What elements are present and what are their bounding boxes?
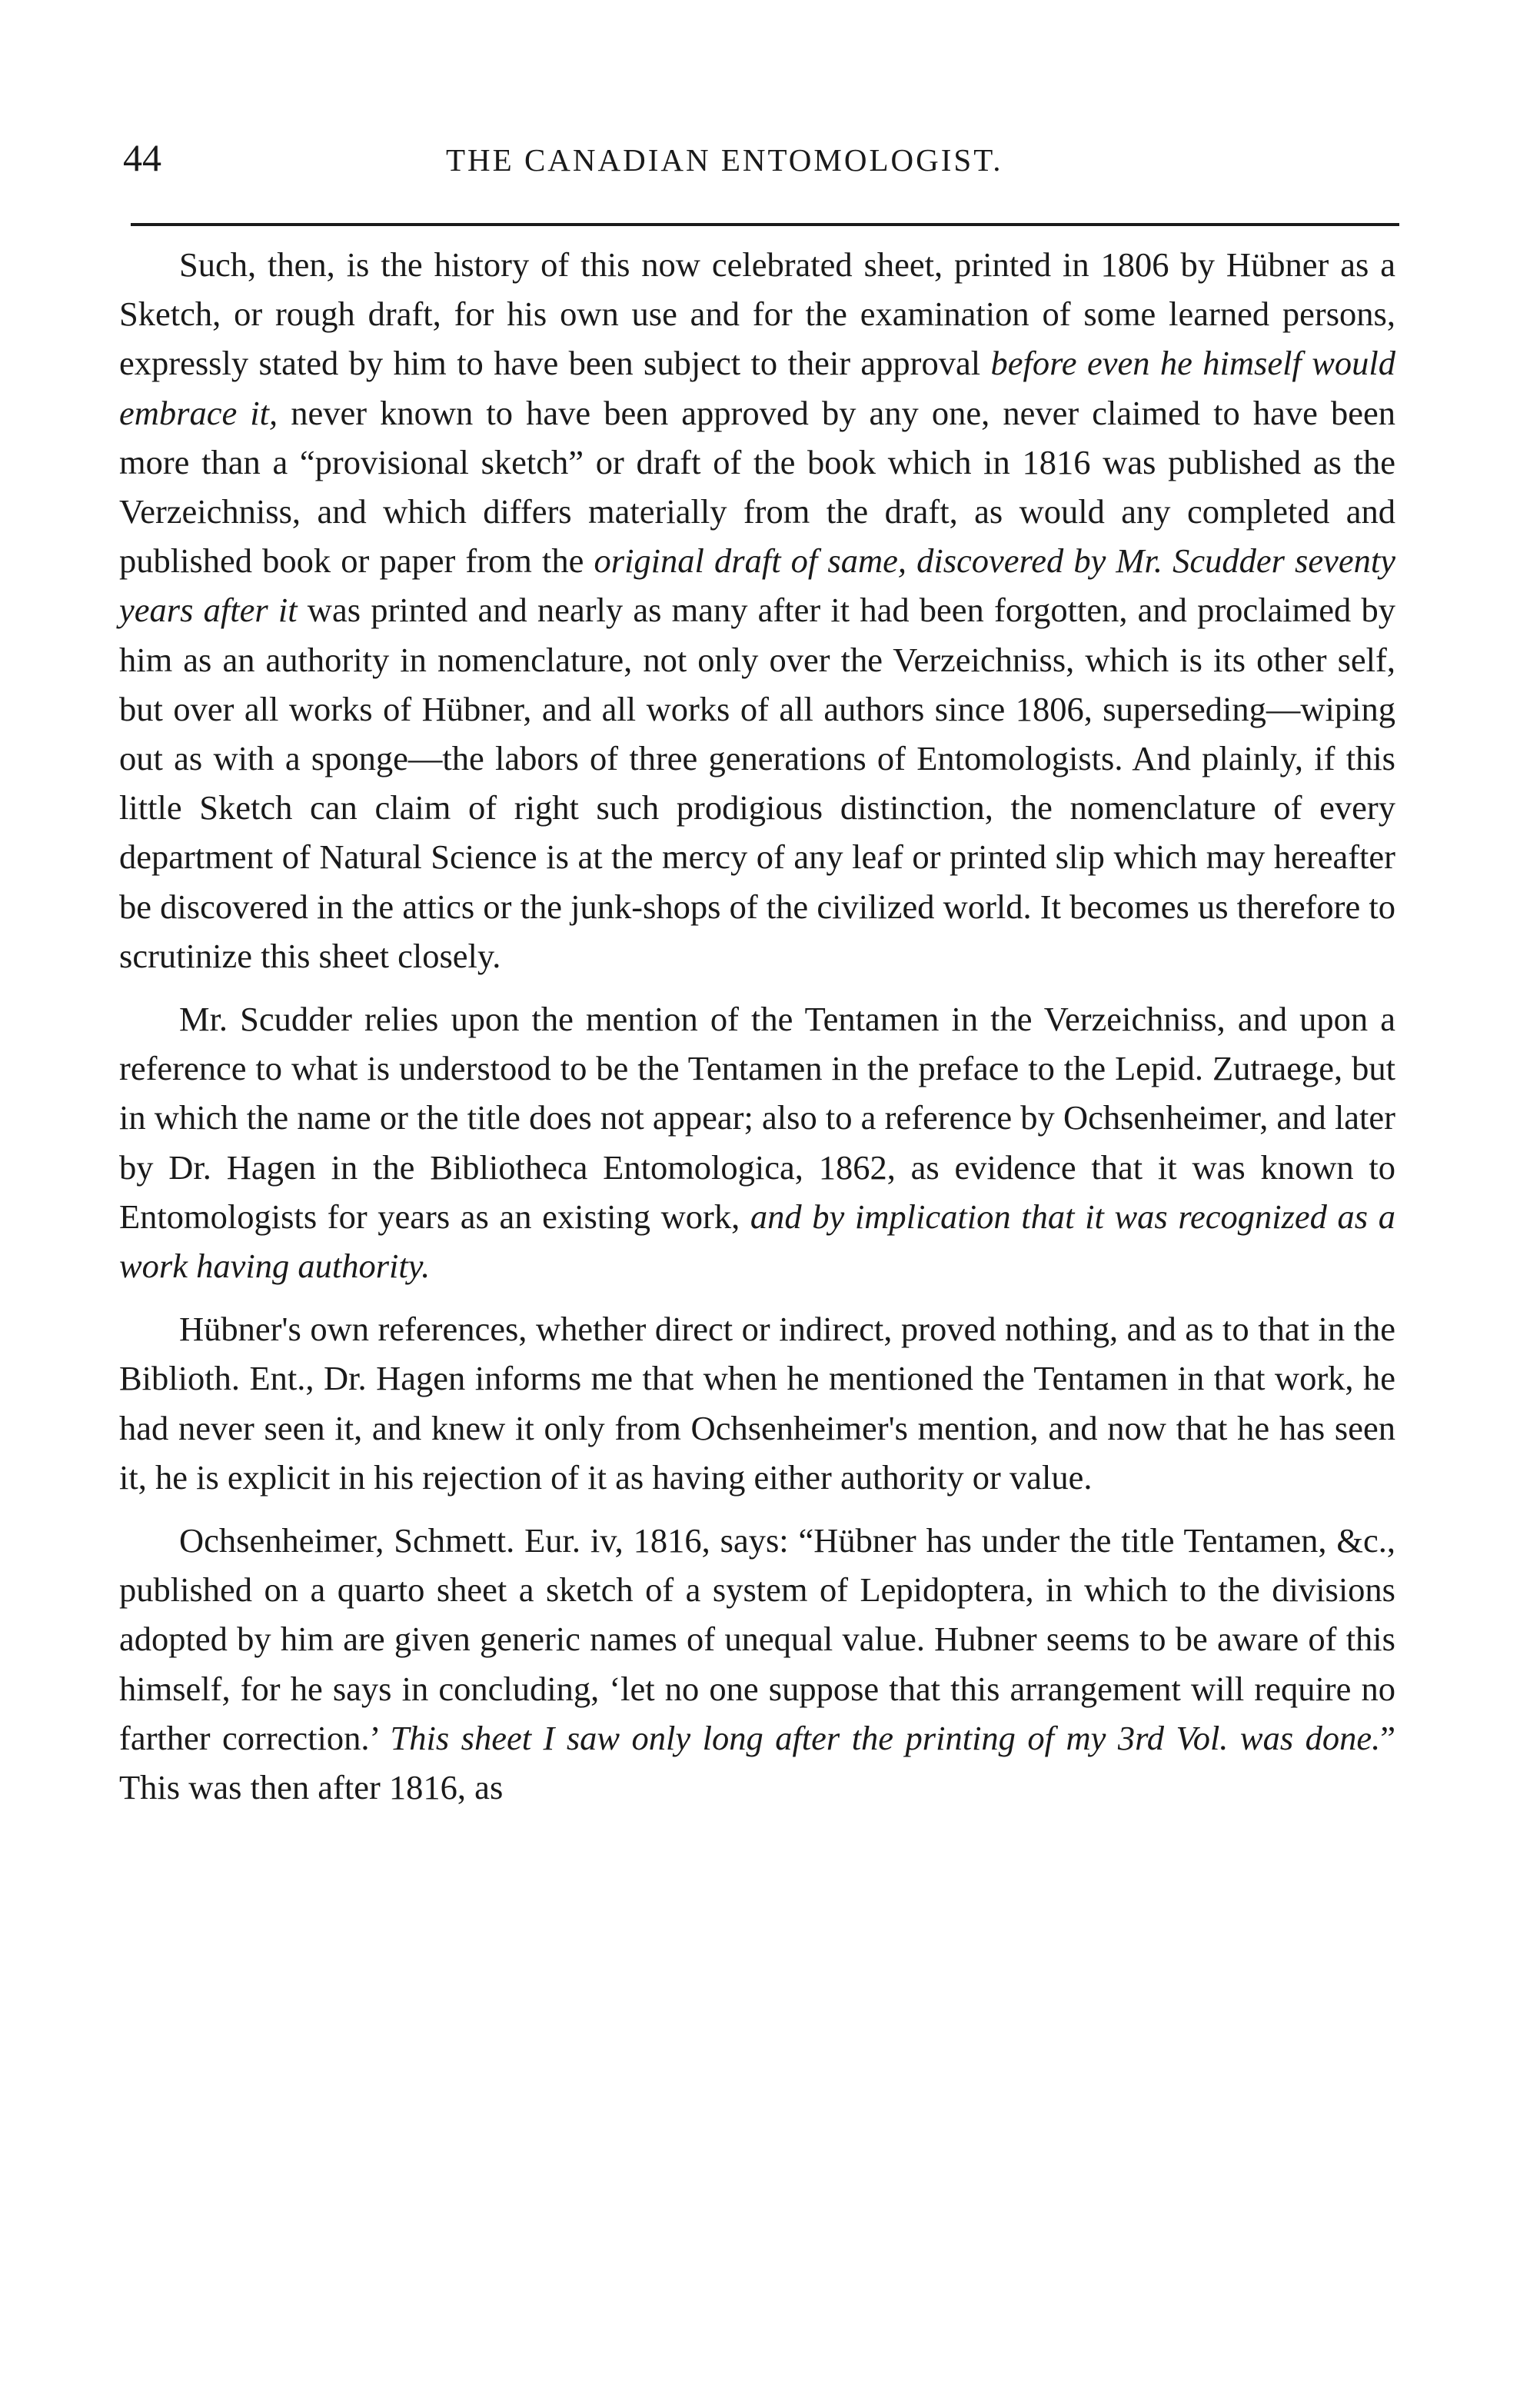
- paragraph: [119, 1304, 1395, 1502]
- text-run: Mr. Scudder relies upon the mention of the Tentamen in the Verzeichniss, and upon a reference to what is understood to be the Tentamen in the preface to the Lepid. Zutraege, but in which the name or the title does not appear; also to a reference by Ochsenheimer, and later by Dr. Hagen in the Bibliotheca Entomologica, 1862, as evidence that it was known to Entomologists for years as an existing work,: [119, 1000, 1395, 1236]
- italic-run: original draft of same, discovered by Mr. Scudder seventy years after it: [119, 541, 1395, 630]
- paragraph: [119, 1516, 1395, 1812]
- text-run: Such, then, is the history of this now celebrated sheet, printed in 1806 by Hübner as a Sketch, or rough draft, for his own use and for the examination of some learned persons, expressly stated by him to have been subject to their approval: [119, 245, 1395, 383]
- paragraph: [119, 240, 1395, 981]
- page-header: [123, 131, 1415, 192]
- text-run: never known to have been approved by any one, never claimed to have been more than a “provisional sketch” or draft of the book which in 1816 was published as the Verzeichniss, and which differs materially from the draft, as would any completed and published book or paper from the: [119, 393, 1395, 581]
- text-run: ” This was then after 1816, as: [119, 1718, 1395, 1807]
- italic-run: This sheet I saw only long after the printing of my 3rd Vol. was done.: [390, 1718, 1381, 1757]
- page-number: 44: [123, 136, 161, 179]
- header-rule: [131, 223, 1399, 226]
- paragraph: [119, 994, 1395, 1290]
- text-run: Hübner's own references, whether direct or indirect, proved nothing, and as to that in the Biblioth. Ent., Dr. Hagen informs me that when he mentioned the Tentamen in that work, he had never seen it, and knew it only from Ochsenheimer's mention, and now that he has seen it, he is explicit in his rejection of it as having either authority or value.: [119, 1310, 1395, 1497]
- text-run: was printed and nearly as many after it had been forgotten, and proclaimed by him as an authority in nomenclature, not only over the Verzeichniss, which is its other self, but over all works of Hübner, and all works of all authors since 1806, superseding—wiping out as with a sponge—the labors of three generations of Entomologists. And plainly, if this little Sketch can claim of right such prodigious distinction, the nomenclature of every department of Natural Science is at the mercy of any leaf or printed slip which may hereafter be discovered in the attics or the junk-shops of the civilized world. It becomes us therefore to scrutinize this sheet closely.: [119, 591, 1395, 975]
- body-text: [119, 240, 1395, 1812]
- italic-run: and by implication that it was recognized as a work having authority.: [119, 1197, 1396, 1286]
- text-run: Ochsenheimer, Schmett. Eur. iv, 1816, says: “Hübner has under the title Tentamen, &c., published on a quarto sheet a sketch of a system of Lepidoptera, in which to the divisions adopted by him are given generic names of unequal value. Hubner seems to be aware of this himself, for he says in concluding, ‘let no one suppose that this arrangement will require no farther correction.’: [119, 1521, 1395, 1757]
- running-head: THE CANADIAN ENTOMOLOGIST.: [446, 142, 1003, 178]
- italic-run: before even he himself would embrace it,: [119, 344, 1395, 432]
